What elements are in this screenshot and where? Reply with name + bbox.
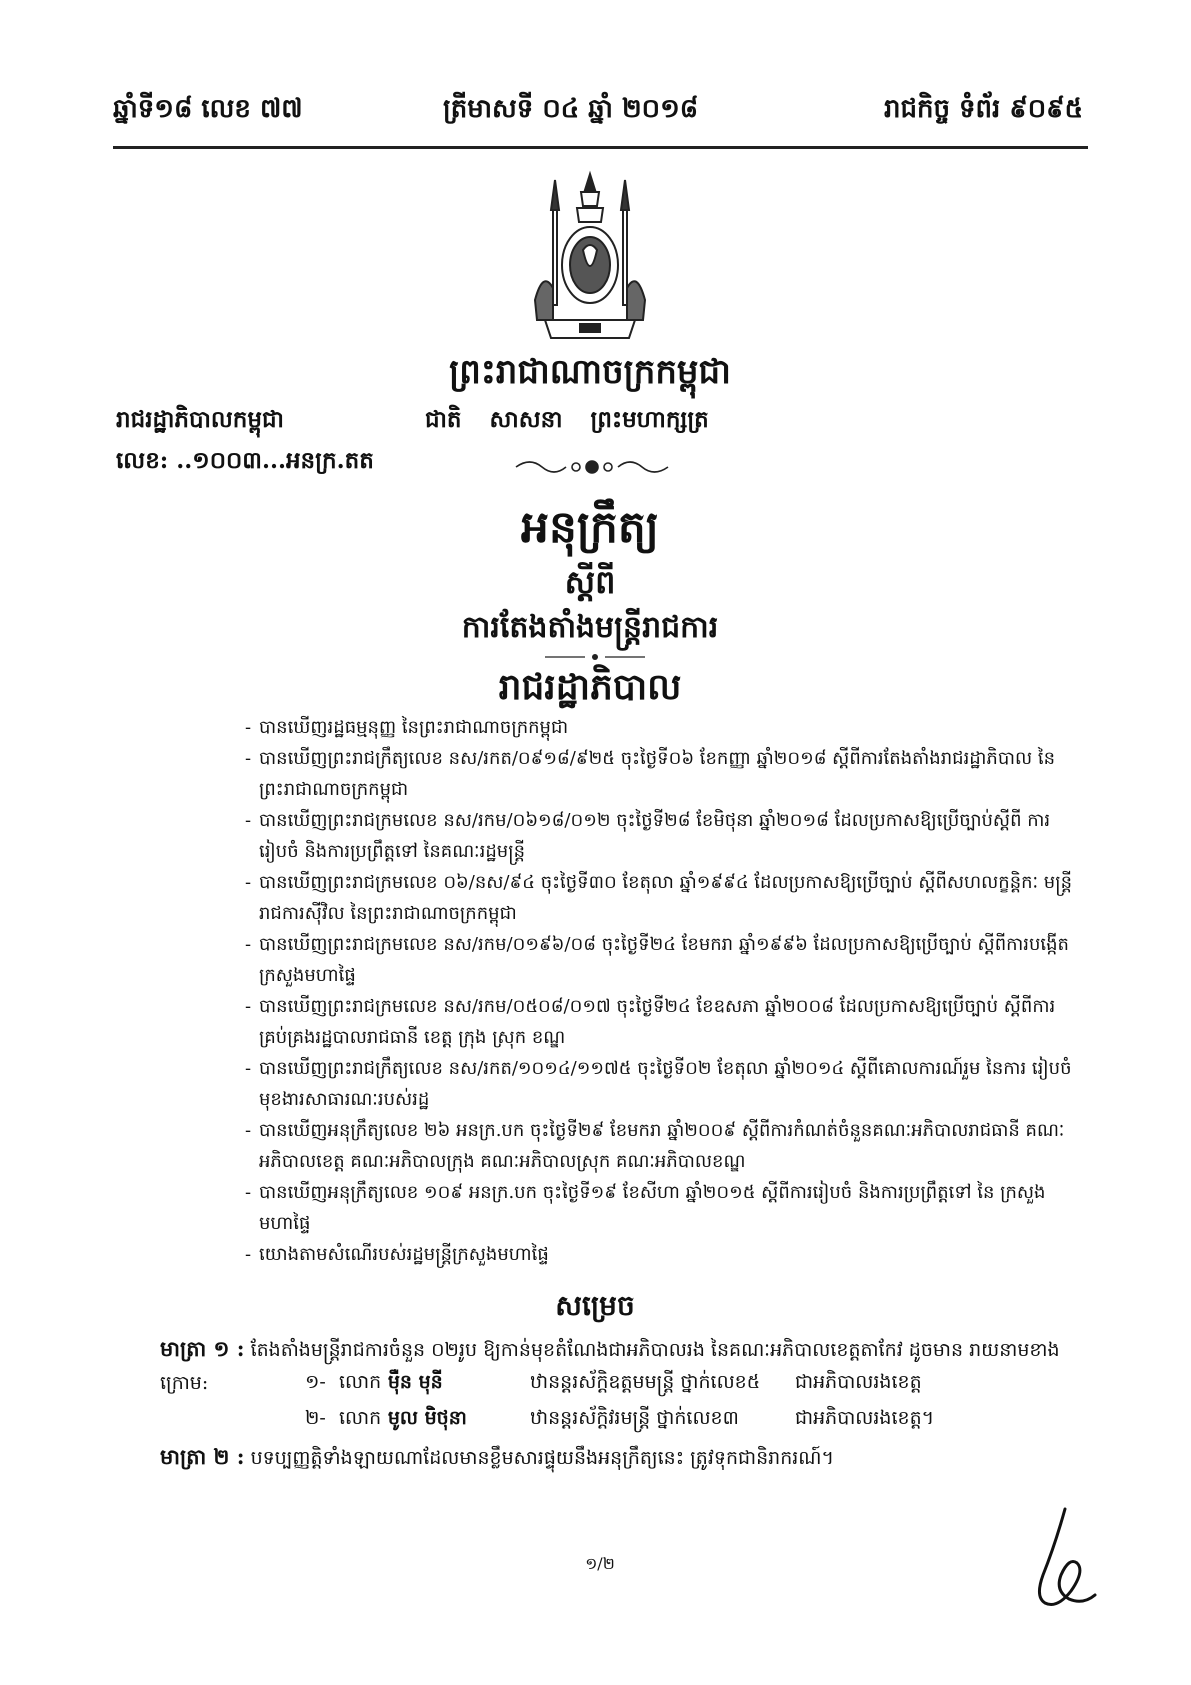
appointee-rank: ឋានន្តរស័ក្តិឧត្តមមន្ត្រី ថ្នាក់លេខ៥ [530, 1371, 761, 1393]
signature-icon [1025, 1505, 1100, 1615]
list-item: - បានឃើញអនុក្រឹត្យលេខ ២៦ អនក្រ.បក ចុះថ្ងៃទី២៩ ខែមករា ឆ្នាំ២០០៩ ស្តីពីការកំណត់ចំនួនគណៈអភិបាលរាជធានី គណៈអភិបាលខេត្ត គណៈអភិបាលក្រុង គណៈអភិបាលស្រុក គណៈអភិបាលខណ្ឌ [245, 1115, 1083, 1177]
decree-about: ស្តីពី [564, 563, 616, 601]
article-2 [160, 1440, 1085, 1475]
article-1-label: មាត្រា ១ : [160, 1336, 245, 1361]
header-divider [113, 146, 1088, 149]
decree-subject: ការតែងតាំងមន្ត្រីរាជការ [461, 610, 719, 645]
appointee-position: ជាអភិបាលរងខេត្ត។ [795, 1407, 935, 1429]
reference-number: លេខ: ..១០០៣...អនក្រ.តត [116, 447, 374, 474]
list-item: - បានឃើញព្រះរាជក្រមលេខ នស/រកម/០១៩៦/០៨ ចុះថ្ងៃទី២៤ ខែមករា ឆ្នាំ១៩៩៦ ដែលប្រកាសឱ្យប្រើច្បាប់ ស្តីពីការបង្កើតក្រសួងមហាផ្ទៃ [245, 929, 1083, 991]
list-item: - យោងតាមសំណើរបស់រដ្ឋមន្ត្រីក្រសួងមហាផ្ទៃ [245, 1239, 1083, 1270]
royal-emblem-icon [525, 170, 655, 345]
appointee-name [339, 1370, 443, 1398]
decision-heading: សម្រេច [555, 1289, 635, 1322]
list-item: - បានឃើញព្រះរាជក្រឹត្យលេខ នស/រកត/០៩១៨/៩២៥ ចុះថ្ងៃទី០៦ ខែកញ្ញា ឆ្នាំ២០១៨ ស្តីពីការតែងតាំងរាជរដ្ឋាភិបាល នៃព្រះរាជាណាចក្រកម្ពុជា [245, 743, 1083, 805]
gazette-quarter: ត្រីមាសទី ០៤ ឆ្នាំ ២០១៨ [443, 94, 699, 124]
list-item: - បានឃើញព្រះរាជក្រមលេខ នស/រកម/០៦១៨/០១២ ចុះថ្ងៃទី២៨ ខែមិថុនា ឆ្នាំ២០១៨ ដែលប្រកាសឱ្យប្រើច្បាប់ស្តីពី ការរៀបចំ និងការប្រព្រឹត្តទៅ នៃគណៈរដ្ឋមន្ត្រី [245, 805, 1083, 867]
decree-title: អនុក្រឹត្យ [521, 502, 659, 553]
appointee-position: ជាអភិបាលរងខេត្ត [795, 1371, 922, 1393]
list-item: - បានឃើញព្រះរាជក្រមលេខ នស/រកម/០៥០៨/០១៧ ចុះថ្ងៃទី២៤ ខែឧសភា ឆ្នាំ២០០៨ ដែលប្រកាសឱ្យប្រើច្បាប់ ស្តីពីការគ្រប់គ្រងរដ្ឋបាលរាជធានី ខេត្ត ក្រុង ស្រុក ខណ្ឌ [245, 991, 1083, 1053]
appointee-title: លោក [339, 1407, 382, 1429]
national-motto: ជាតិ សាសនា ព្រះមហាក្សត្រ [425, 406, 709, 433]
gazette-page: រាជកិច្ច ទំព័រ ៩០៩៥ [883, 94, 1083, 124]
issuing-government: រាជរដ្ឋាភិបាលកម្ពុជា [116, 406, 284, 433]
appointee-name [339, 1406, 467, 1434]
list-item: - បានឃើញរដ្ឋធម្មនុញ្ញ នៃព្រះរាជាណាចក្រកម្ពុជា [245, 712, 1083, 743]
page-number: ១/២ [585, 1554, 615, 1573]
appointee-row [305, 1370, 985, 1402]
kingdom-name: ព្រះរាជាណាចក្រកម្ពុជា [449, 352, 731, 392]
appointee-rank: ឋានន្តរស័ក្តិវរមន្ត្រី ថ្នាក់លេខ៣ [530, 1407, 739, 1429]
gazette-header [113, 92, 1083, 132]
gazette-issue: ឆ្នាំទី១៨ លេខ ៧៧ [113, 94, 303, 124]
appointee-number: ១- [305, 1371, 326, 1393]
subject-divider-icon [545, 652, 645, 662]
list-item: - បានឃើញអនុក្រឹត្យលេខ ១០៩ អនក្រ.បក ចុះថ្ងៃទី១៩ ខែសីហា ឆ្នាំ២០១៥ ស្តីពីការរៀបចំ និងការប្រព្រឹត្តទៅ នៃ ក្រសួងមហាផ្ទៃ [245, 1177, 1083, 1239]
ornament-divider-icon [512, 455, 672, 479]
appointee-title: លោក [339, 1371, 382, 1393]
article-1-text: តែងតាំងមន្ត្រីរាជការចំនួន ០២រូប ឱ្យកាន់មុខតំណែងជាអភិបាលរង នៃគណៈអភិបាលខេត្តតាកែវ ដូចមាន រាយនាមខាងក្រោម: [160, 1339, 1060, 1394]
list-item: - បានឃើញព្រះរាជក្រមលេខ ០៦/នស/៩៤ ចុះថ្ងៃទី៣០ ខែតុលា ឆ្នាំ១៩៩៤ ដែលប្រកាសឱ្យប្រើច្បាប់ ស្តីពីសហលក្ខន្តិកៈ មន្ត្រីរាជការស៊ីវិល នៃព្រះរាជាណាចក្រកម្ពុជា [245, 867, 1083, 929]
article-2-label: មាត្រា ២ : [160, 1444, 245, 1469]
appointee-row [305, 1406, 985, 1438]
appointee-number: ២- [305, 1407, 326, 1429]
appointee-fullname: ម៉ឺន មុនី [387, 1371, 443, 1393]
decree-issuer: រាជរដ្ឋាភិបាល [498, 666, 682, 708]
appointee-fullname: មូល មិថុនា [387, 1407, 467, 1429]
article-2-text: បទប្បញ្ញត្តិទាំងឡាយណាដែលមានខ្លឹមសារផ្ទុយនឹងអនុក្រឹត្យនេះ ត្រូវទុកជានិរាករណ៍។ [250, 1447, 835, 1469]
considerations-list [245, 712, 1083, 1270]
list-item: - បានឃើញព្រះរាជក្រឹត្យលេខ នស/រកត/១០១៤/១១៧៥ ចុះថ្ងៃទី០២ ខែតុលា ឆ្នាំ២០១៤ ស្តីពីគោលការណ៍រួម នៃការ រៀបចំមុខងារសាធារណៈរបស់រដ្ឋ [245, 1053, 1083, 1115]
